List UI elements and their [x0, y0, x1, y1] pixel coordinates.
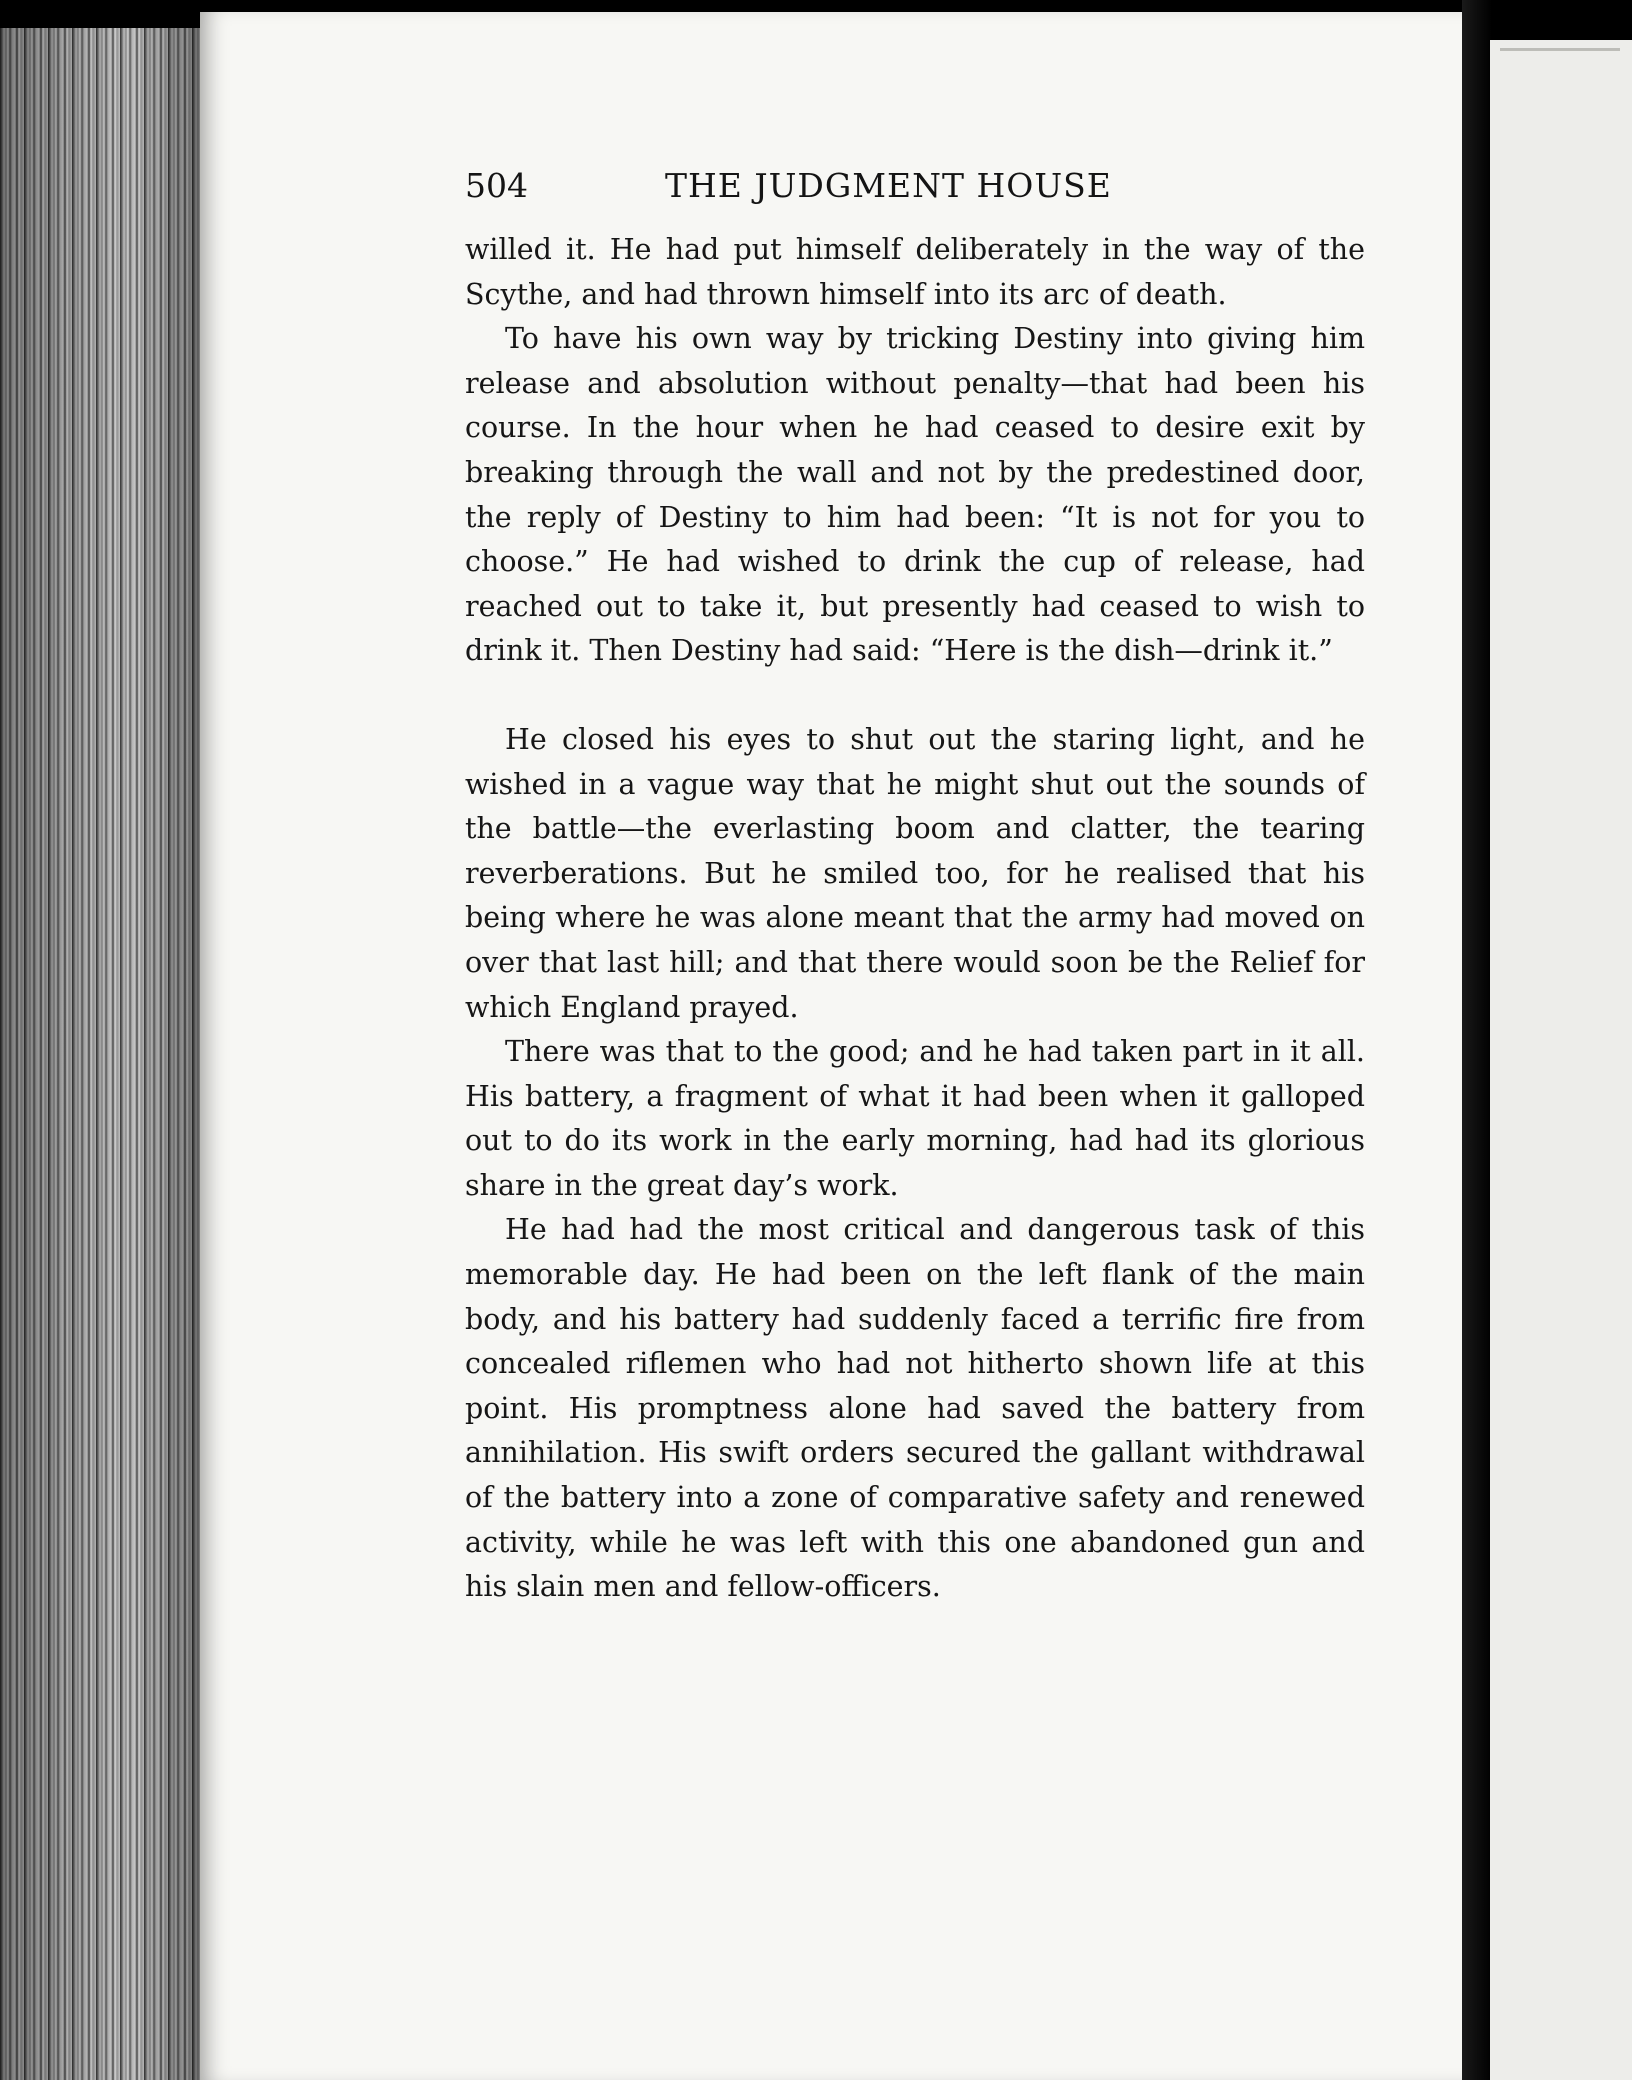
- book-gutter: [1462, 0, 1492, 2080]
- running-title: THE JUDGMENT HOUSE: [665, 166, 1112, 205]
- page-edges: [0, 28, 215, 2080]
- paragraph: He closed his eyes to shut out the staring light, and he wished in a vague way that he might shut out the sounds of the battle—the everlasting boom and clatter, the tearing reverberations. But he smiled too, for he realised that his being where he was alone meant that the army had moved on over that last hill; and that there would soon be the Relief for which England prayed.: [465, 722, 1365, 1024]
- paragraph: There was that to the good; and he had taken part in it all. His battery, a fragment of what it had been when it galloped out to do its work in the early morning, had had its glorious share in the great day’s work.: [465, 1035, 1365, 1202]
- facing-page-edge: [1490, 40, 1632, 2080]
- body-text: [465, 228, 1365, 1610]
- paragraph: He had had the most critical and dangerous task of this memorable day. He had been on the left flank of the main body, and his battery had suddenly faced a terrific fire from concealed riflemen who had not hitherto shown life at this point. His promptness alone had saved the battery from annihilation. His swift orders secured the gallant withdrawal of the battery into a zone of comparative safety and renewed activity, while he was left with this one abandoned gun and his slain men and fellow-officers.: [465, 1213, 1365, 1604]
- paragraph: willed it. He had put himself deliberately in the way of the Scythe, and had thrown himself into its arc of death.: [465, 233, 1365, 311]
- paragraph: To have his own way by tricking Destiny into giving him release and absolution without penalty—that had been his course. In the hour when he had ceased to desire exit by breaking through the wall and not by the predestined door, the reply of Destiny to him had been: “It is not for you to choose.” He had wished to drink the cup of release, had reached out to take it, but presently had ceased to wish to drink it. Then Destiny had said: “Here is the dish—drink it.”: [465, 322, 1365, 668]
- page-header: [465, 162, 1165, 210]
- page-number: 504: [465, 166, 528, 205]
